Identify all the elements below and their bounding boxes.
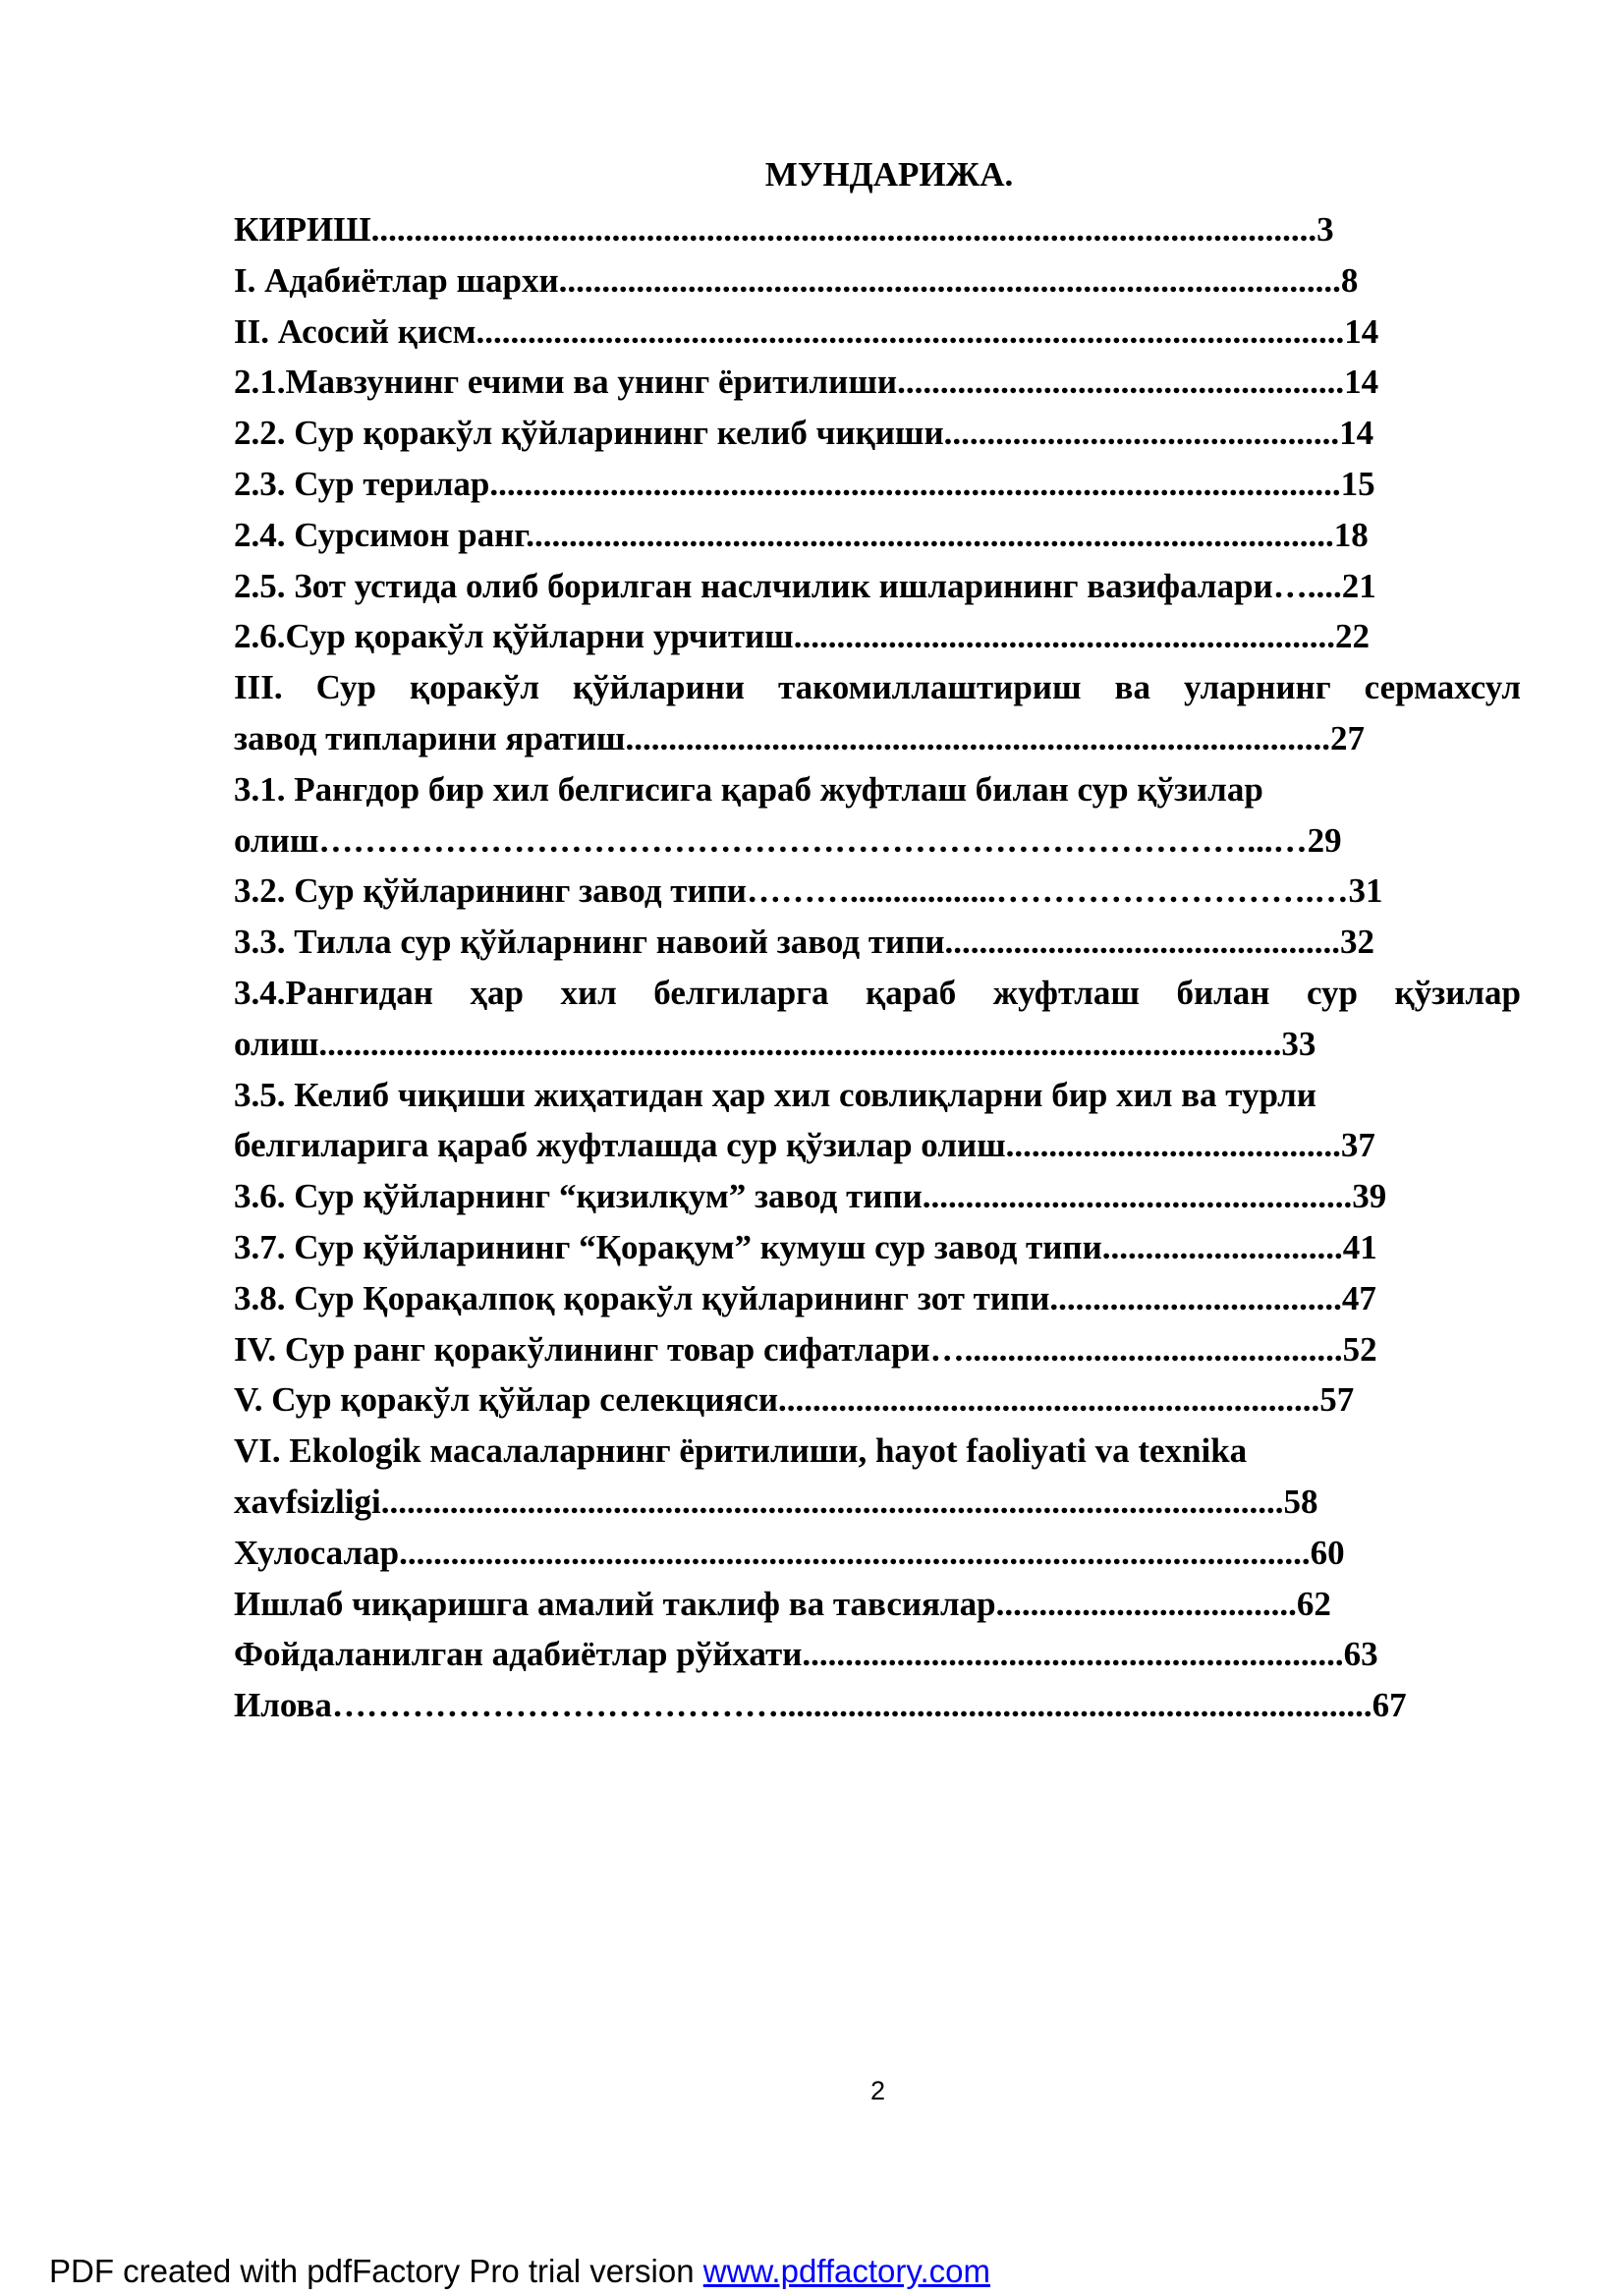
toc-entry: Хулосалар..........................................................................................................60 <box>234 1533 1345 1572</box>
toc-entry: IV. Сур ранг қоракўлининг товар сифатлари…............................................52 <box>234 1329 1377 1369</box>
toc-entry: белгиларига қараб жуфтлашда сур қўзилар олиш.......................................37 <box>234 1126 1375 1165</box>
page-number: 2 <box>869 2076 886 2105</box>
toc-entry: 3.2. Сур қўйларининг завод типи……….................……………………….…31 <box>234 871 1383 911</box>
toc-entry: VI. Ekologik масалаларнинг ёритилиши, hayot faoliyati va texnika <box>234 1431 1248 1471</box>
toc-entry: II. Асосий қисм.....................................................................................................14 <box>234 311 1379 351</box>
toc-entry: 2.3. Сур терилар...................................................................................................15 <box>234 464 1375 503</box>
toc-entry: 2.2. Сур қоракўл қўйларининг келиб чиқиши..............................................14 <box>234 414 1374 453</box>
toc-entry: 3.1. Рангдор бир хил белгисига қараб жуфтлаш билан сур қўзилар <box>234 769 1263 809</box>
toc-entry: олиш………………………………………………………………………...…29 <box>234 820 1342 860</box>
page-title: МУНДАРИЖА. <box>764 155 1014 194</box>
toc-entry: 3.3. Тилла сур қўйларнинг навоий завод типи..............................................32 <box>234 923 1375 962</box>
footer-link[interactable]: www.pdffactory.com <box>702 2253 990 2289</box>
table-of-contents <box>234 204 1521 1731</box>
footer-text: PDF created with pdfFactory Pro trial version <box>49 2253 703 2289</box>
toc-entry: КИРИШ..............................................................................................................3 <box>234 210 1334 249</box>
toc-entry: олиш................................................................................................................33 <box>234 1024 1316 1063</box>
pdf-footer <box>49 2252 990 2291</box>
toc-entry: 3.6. Сур қўйларнинг “қизилқум” завод типи..................................................39 <box>234 1177 1387 1216</box>
toc-entry: Ишлаб чиқаришга амалий таклиф ва тавсиялар...................................62 <box>234 1584 1331 1623</box>
toc-entry: 2.1.Мавзунинг ечими ва унинг ёритилиши....................................................14 <box>234 363 1379 402</box>
toc-entry: Фойдаланилган адабиётлар рўйхати...............................................................63 <box>234 1635 1378 1674</box>
toc-entry: 3.4.Рангидан ҳар хил белгиларга қараб жуфтлаш билан сур қўзилар <box>234 973 1521 1012</box>
toc-entry: V. Сур қоракўл қўйлар селекцияси...............................................................57 <box>234 1380 1355 1420</box>
toc-entry: 3.7. Сур қўйларининг “Қорақум” кумуш сур завод типи............................41 <box>234 1227 1377 1266</box>
toc-entry: 3.5. Келиб чиқиши жиҳатидан ҳар хил совлиқларни бир хил ва турли <box>234 1075 1316 1114</box>
toc-entry: 3.8. Сур Қорақалпоқ қоракўл қуйларининг зот типи..................................47 <box>234 1278 1376 1317</box>
toc-entry: завод типларини яратиш..................................................................................27 <box>234 718 1365 757</box>
toc-entry: xavfsizligi.........................................................................................................58 <box>234 1482 1318 1521</box>
toc-entry: 2.5. Зот устида олиб борилган наслчилик ишларининг вазифалари…....21 <box>234 566 1376 605</box>
toc-entry: Илова………………………………….....................................................................67 <box>234 1686 1407 1725</box>
toc-entry: III. Сур қоракўл қўйларини такомиллаштириш ва уларнинг сермахсул <box>234 668 1521 707</box>
toc-entry: 2.6.Сур қоракўл қўйларни урчитиш...............................................................22 <box>234 617 1370 656</box>
toc-entry: I. Адабиётлар шархи...........................................................................................8 <box>234 260 1359 300</box>
toc-entry: 2.4. Сурсимон ранг..............................................................................................18 <box>234 515 1369 554</box>
